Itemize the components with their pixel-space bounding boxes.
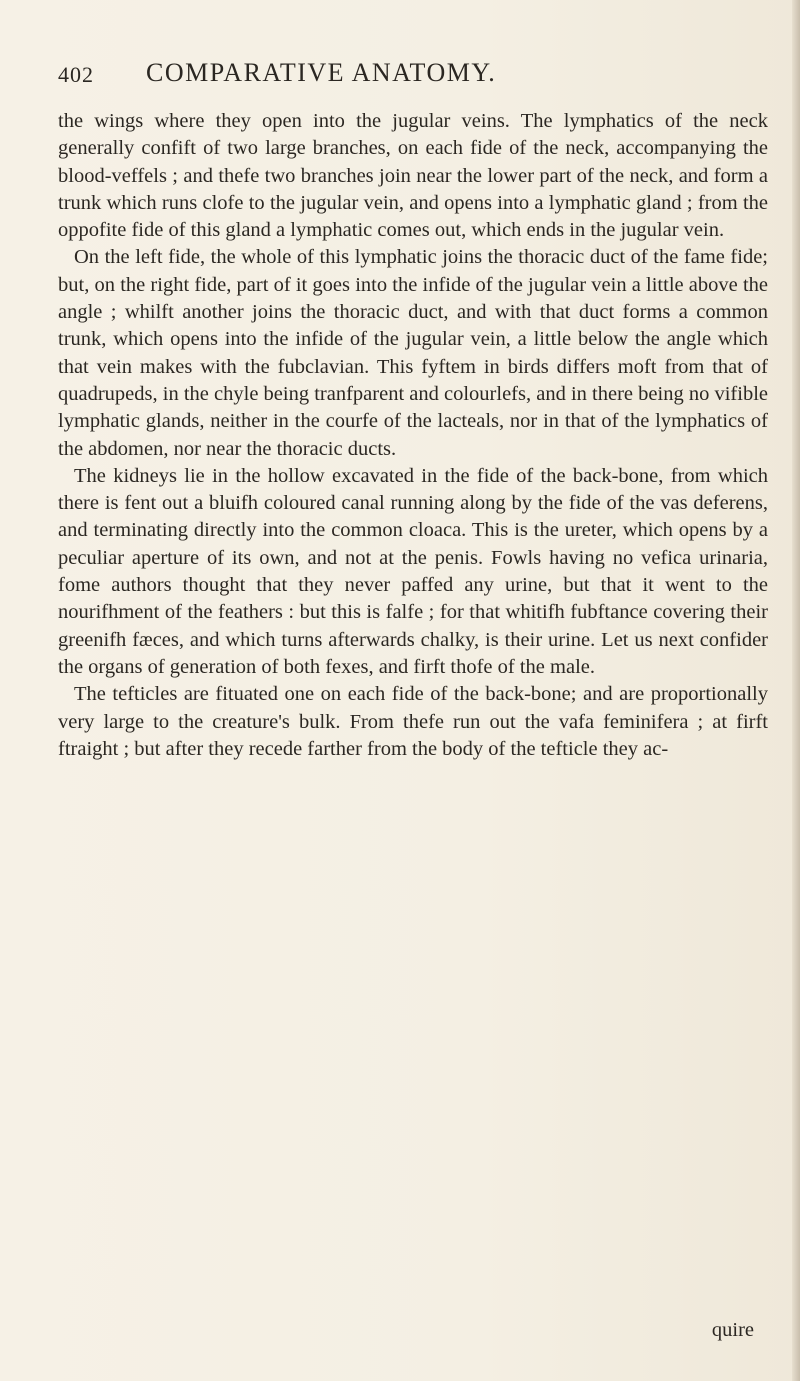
page-header <box>58 58 758 94</box>
body-text <box>58 108 768 763</box>
paragraph-4: The tefticles are fituated one on each fide of the back-bone; and are proportionally very large to the creature's bulk. From thefe run out the vafa feminifera ; at firft ftraight ; but after they recede farther from the body of the tefticle they ac- <box>58 683 768 760</box>
catchword: quire <box>711 1319 754 1341</box>
page-edge-shadow <box>792 0 800 1381</box>
paragraph-1: the wings where they open into the jugular veins. The lymphatics of the neck generally confift of two large branches, on each fide of the neck, accompanying the blood-veffels ; and thefe two branches join near the lower part of the neck, and form a trunk which runs clofe to the jugular vein, and opens into a lymphatic gland ; from the oppofite fide of this gland a lymphatic comes out, which ends in the jugular vein. <box>58 110 768 242</box>
paragraph-3: The kidneys lie in the hollow excavated in the fide of the back-bone, from which there is fent out a bluifh coloured canal running along by the fide of the vas deferens, and terminating directly into the common cloaca. This is the ureter, which opens by a peculiar aperture of its own, and not at the penis. Fowls having no vefica urinaria, fome authors thought that they never paffed any urine, but that it went to the nourifhment of the feathers : but this is falfe ; for that whitifh fubftance covering their greenifh fæces, and which turns afterwards chalky, is their urine. Let us next confider the organs of generation of both fexes, and firft thofe of the male. <box>58 464 768 678</box>
page-number: 402 <box>58 62 94 87</box>
paragraph-2: On the left fide, the whole of this lymphatic joins the thoracic duct of the fame fide; but, on the right fide, part of it goes into the infide of the jugular vein a little above the angle ; whilft another joins the thoracic duct, and with that duct forms a common trunk, which opens into the infide of the jugular vein, a little below the angle which that vein makes with the fubclavian. This fyftem in birds differs moft from that of quadrupeds, in the chyle being tranfparent and colourlefs, and in there being no vifible lymphatic glands, neither in the courfe of the lacteals, nor in that of the lymphatics of the abdomen, nor near the thoracic ducts. <box>58 246 768 460</box>
running-head: COMPARATIVE ANATOMY. <box>146 58 497 87</box>
